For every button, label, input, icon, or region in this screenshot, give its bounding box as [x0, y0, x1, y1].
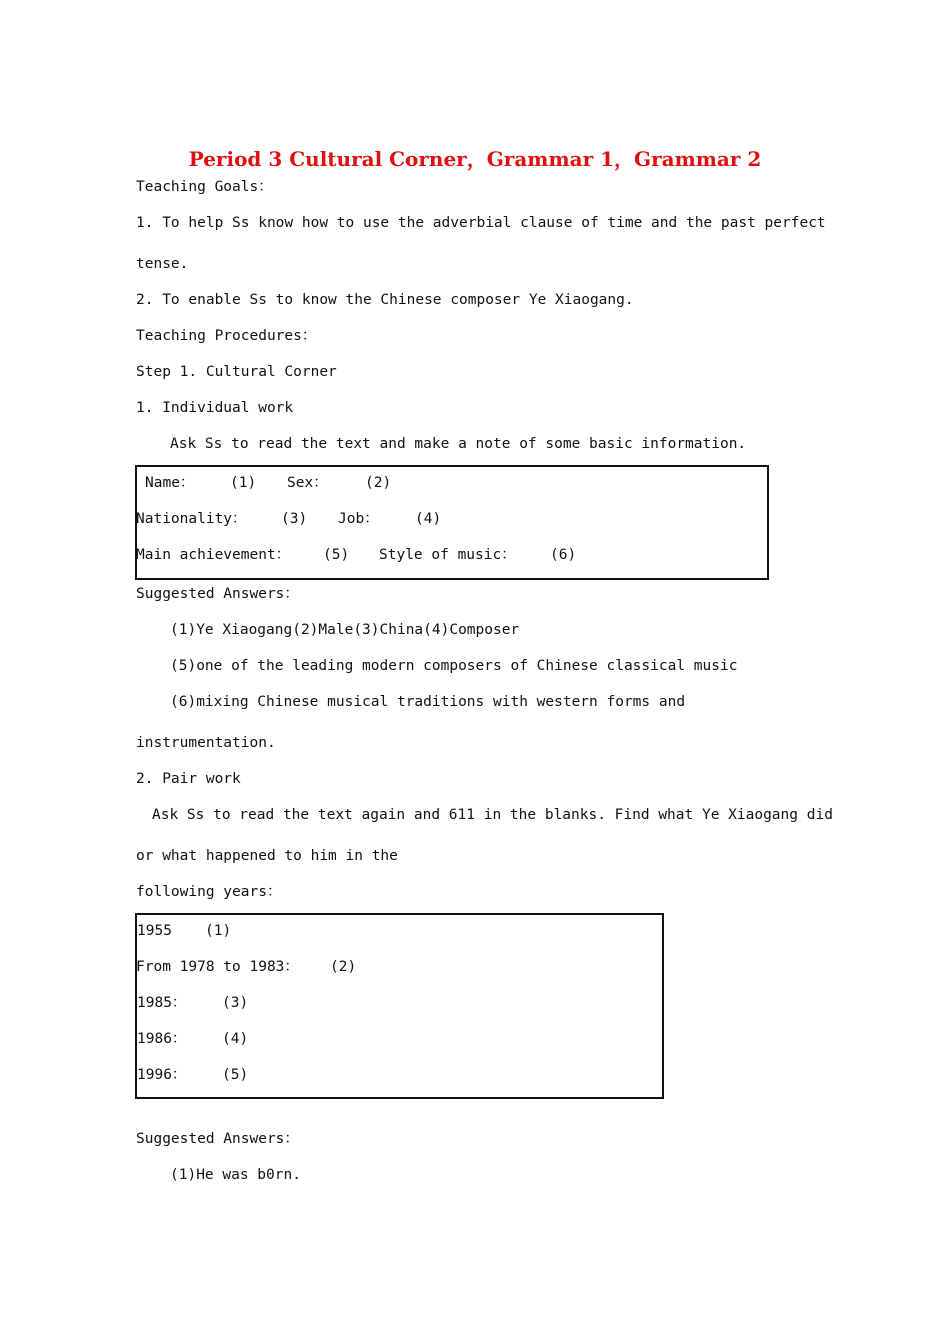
year-1996-blank: (5): [222, 1067, 249, 1083]
year-1985-blank: (3): [222, 995, 249, 1011]
sex-blank: (2): [365, 475, 392, 491]
achievement-blank: (5): [323, 547, 350, 563]
year-1955-blank: (1): [205, 923, 232, 939]
individual-work-heading: 1. Individual work: [136, 400, 294, 416]
answer-line-2: (5)one of the leading modern composers of Chinese classical music: [170, 658, 738, 674]
year-1985-label: 1985：: [137, 995, 187, 1011]
year-1978-1983-blank: (2): [330, 959, 357, 975]
year-1955-label: 1955: [137, 923, 172, 939]
answer-line-3-continued: instrumentation.: [136, 735, 276, 751]
pair-work-instruction-1: Ask Ss to read the text again and 611 in the blanks. Find what Ye Xiaogang did: [152, 807, 833, 823]
style-label: Style of music：: [379, 547, 516, 563]
step-1-heading: Step 1. Cultural Corner: [136, 364, 337, 380]
goal-1-line-1: 1. To help Ss know how to use the adverbial clause of time and the past perfect: [136, 215, 826, 231]
name-label: Name：: [145, 475, 195, 491]
suggested-answers-heading-2: Suggested Answers：: [136, 1131, 299, 1147]
teaching-goals-heading: Teaching Goals：: [136, 179, 273, 195]
year-1986-blank: (4): [222, 1031, 249, 1047]
goal-1-line-2: tense.: [136, 256, 189, 272]
answer-line-1: (1)Ye Xiaogang(2)Male(3)China(4)Composer: [170, 622, 520, 638]
sex-label: Sex：: [287, 475, 328, 491]
style-blank: (6): [550, 547, 577, 563]
answer-2-line-1: (1)He was b0rn.: [170, 1167, 301, 1183]
job-blank: (4): [415, 511, 442, 527]
pair-work-heading: 2. Pair work: [136, 771, 241, 787]
suggested-answers-heading-1: Suggested Answers：: [136, 586, 299, 602]
info-table: [135, 465, 769, 580]
achievement-label: Main achievement：: [136, 547, 291, 563]
year-1996-label: 1996：: [137, 1067, 187, 1083]
year-1986-label: 1986：: [137, 1031, 187, 1047]
timeline-table: [135, 913, 664, 1099]
year-1978-1983-label: From 1978 to 1983：: [136, 959, 299, 975]
nationality-blank: (3): [281, 511, 308, 527]
goal-2: 2. To enable Ss to know the Chinese composer Ye Xiaogang.: [136, 292, 634, 308]
name-blank: (1): [230, 475, 257, 491]
nationality-label: Nationality：: [136, 511, 247, 527]
answer-line-3: (6)mixing Chinese musical traditions with western forms and: [170, 694, 686, 710]
pair-work-instruction-3: following years：: [136, 884, 282, 900]
pair-work-instruction-2: or what happened to him in the: [136, 848, 398, 864]
procedures-heading: Teaching Procedures：: [136, 328, 317, 344]
job-label: Job：: [338, 511, 379, 527]
page-title: Period 3 Cultural Corner，Grammar 1，Grammar 2: [188, 147, 762, 171]
individual-work-instruction: Ask Ss to read the text and make a note of some basic information.: [170, 436, 747, 452]
